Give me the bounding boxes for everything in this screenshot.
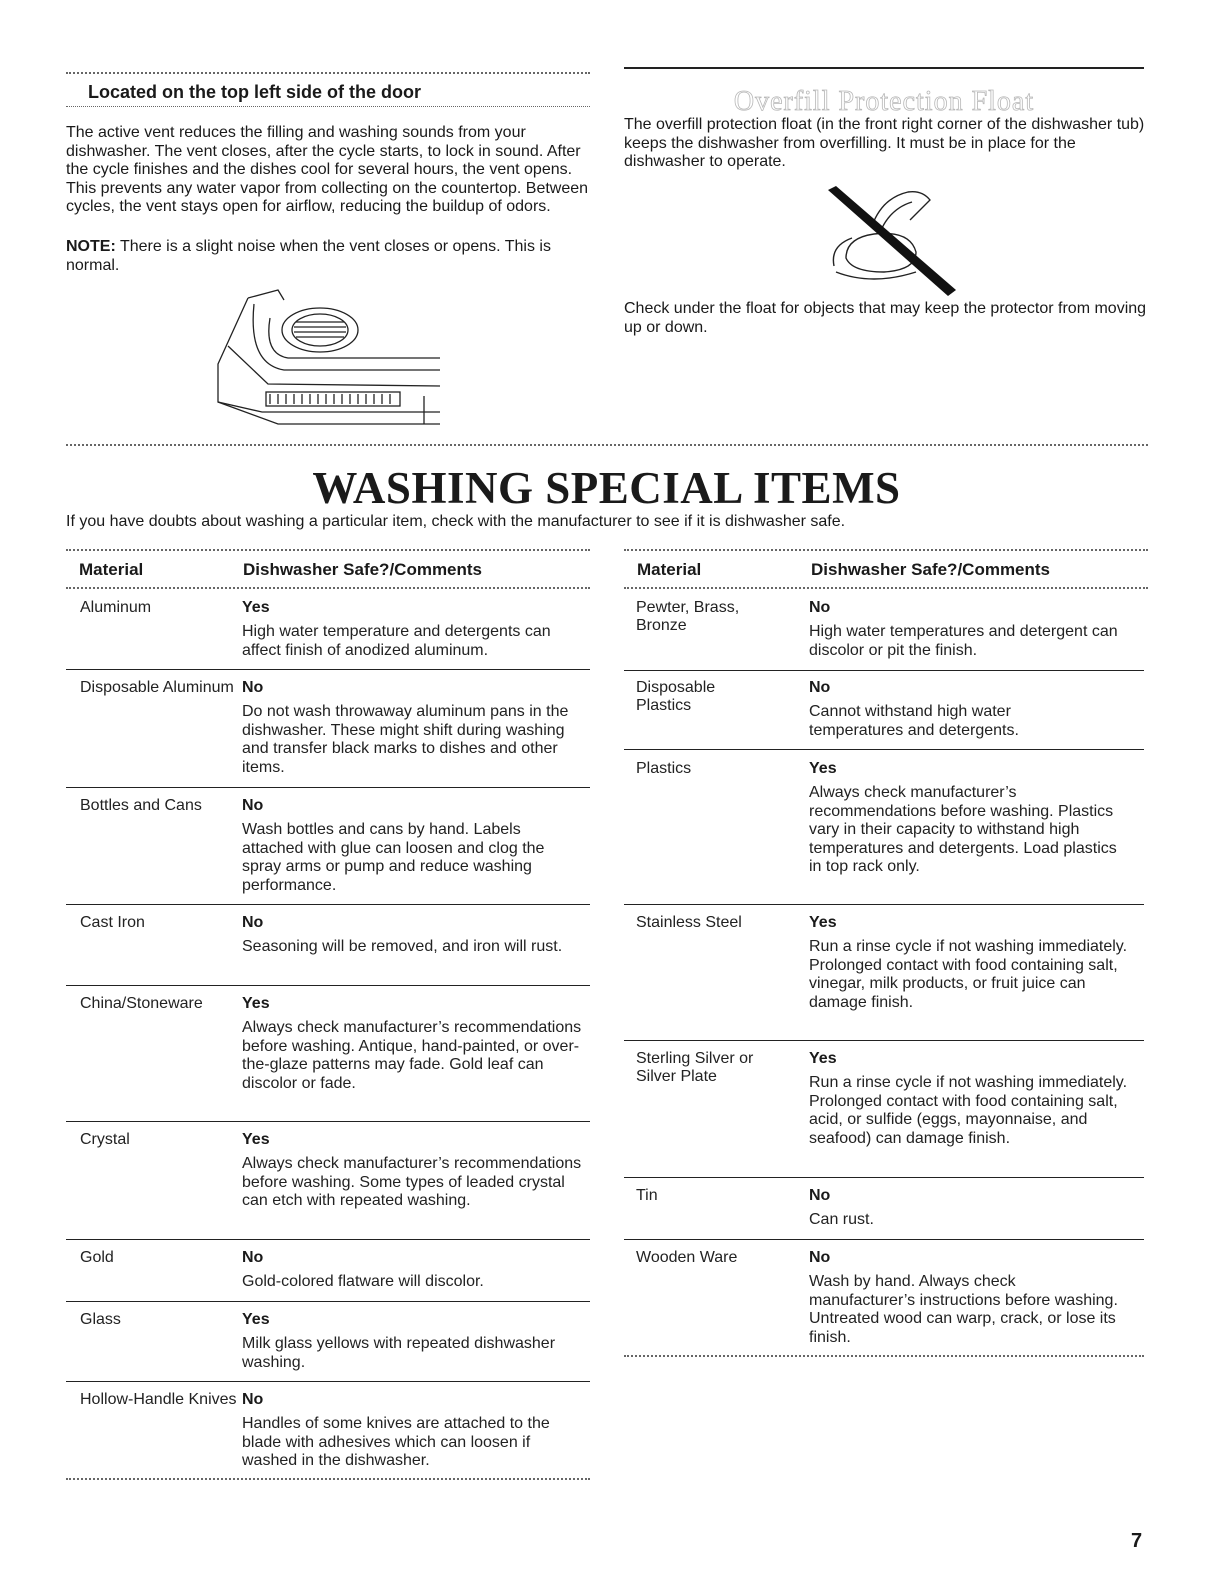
row-answer: No: [809, 679, 831, 696]
row-comment: Do not wash throwaway aluminum pans in the dishwasher. These might shift during washing and transfer black marks to dishes and other items.: [242, 703, 569, 776]
section-title: WASHING SPECIAL ITEMS: [312, 463, 901, 513]
row-material: Wooden Ware: [636, 1249, 738, 1266]
vent-heading: Located on the top left side of the door: [88, 82, 421, 102]
row-answer: No: [242, 797, 264, 814]
row-answer: No: [242, 914, 264, 931]
row-comment: Always check manufacturer’s recommendations before washing. Antique, hand-painted, or over-the-glaze patterns may fade. Gold leaf can discolor or fade.: [242, 1019, 582, 1092]
row-answer: Yes: [242, 995, 270, 1012]
right-row-divider: [624, 1177, 1144, 1178]
left-row-divider: [66, 1301, 590, 1302]
row-answer: No: [242, 679, 264, 696]
row-material: China/Stoneware: [80, 995, 203, 1012]
row-material: Disposable Aluminum: [80, 679, 234, 696]
top-right-rule: [624, 67, 1144, 69]
section-intro: If you have doubts about washing a particular item, check with the manufacturer to see if it is dishwasher safe.: [66, 513, 846, 530]
right-material-header: Material: [637, 560, 702, 579]
row-material: Plastics: [636, 760, 692, 777]
float-title: Overfill Protection Float: [733, 86, 1035, 117]
top-left-rule: [66, 72, 590, 74]
right-table-top-rule: [624, 549, 1148, 551]
row-comment: Wash bottles and cans by hand. Labels attached with glue can loosen and clog the spray arms or pump and reduce washing performance.: [242, 821, 545, 894]
left-table-top-rule: [66, 549, 590, 551]
row-answer: No: [242, 1391, 264, 1408]
row-answer: No: [242, 1249, 264, 1266]
row-answer: No: [809, 1187, 831, 1204]
row-answer: Yes: [242, 1311, 270, 1328]
vent-note: [66, 238, 591, 275]
row-answer: Yes: [242, 599, 270, 616]
row-answer: Yes: [809, 760, 837, 777]
row-answer: Yes: [809, 1050, 837, 1067]
left-row-divider: [66, 669, 590, 670]
left-row-divider: [66, 985, 590, 986]
float-paragraph: The overfill protection float (in the front right corner of the dishwasher tub) keeps the dishwasher from overfilling. It must be in place for the dishwasher to operate.: [624, 116, 1145, 170]
row-comment: Handles of some knives are attached to the blade with adhesives which can loosen if washed in the dishwasher.: [242, 1415, 550, 1469]
right-row-divider: [624, 1239, 1144, 1240]
row-answer: Yes: [242, 1131, 270, 1148]
left-row-divider: [66, 1121, 590, 1122]
row-comment: Cannot withstand high water temperatures and detergents.: [809, 703, 1019, 739]
row-material: Bottles and Cans: [80, 797, 202, 814]
right-row-divider: [624, 749, 1144, 750]
section-top-rule: [66, 444, 1148, 446]
row-comment: Seasoning will be removed, and iron will rust.: [242, 938, 563, 955]
row-comment: Can rust.: [809, 1211, 874, 1228]
row-comment: Milk glass yellows with repeated dishwasher washing.: [242, 1335, 556, 1371]
note-label: NOTE:: [66, 238, 116, 255]
left-comments-header: Dishwasher Safe?/Comments: [243, 560, 483, 579]
row-comment: High water temperatures and detergent can discolor or pit the finish.: [809, 623, 1118, 659]
row-comment: Run a rinse cycle if not washing immediately. Prolonged contact with food containing salt, acid, or sulfide (eggs, mayonnaise, and seafood) can damage finish.: [809, 1074, 1128, 1147]
right-row-divider: [624, 1040, 1144, 1041]
row-answer: No: [809, 599, 831, 616]
right-header-rule: [624, 587, 1148, 589]
note-text: There is a slight noise when the vent closes or opens. This is normal.: [66, 238, 551, 274]
vent-paragraph: The active vent reduces the filling and washing sounds from your dishwasher. The vent closes, after the cycle starts, to lock in sound. After the cycle finishes and the dishes cool for several hours, the vent opens. This prevents any water vapor from collecting on the countertop. Between cycles, the vent stays open for airflow, reducing the buildup of odors.: [66, 124, 589, 215]
right-comments-header: Dishwasher Safe?/Comments: [811, 560, 1051, 579]
left-row-divider: [66, 787, 590, 788]
left-row-divider: [66, 1381, 590, 1382]
page-number: 7: [1131, 1530, 1143, 1552]
row-material: Gold: [80, 1249, 114, 1266]
row-answer: No: [809, 1249, 831, 1266]
right-row-divider: [624, 904, 1144, 905]
left-header-rule: [66, 587, 590, 589]
row-comment: Gold-colored flatware will discolor.: [242, 1273, 484, 1290]
row-comment: Run a rinse cycle if not washing immediately. Prolonged contact with food containing salt, vinegar, milk products, or fruit juice can damage finish.: [809, 938, 1128, 1011]
float-illustration: [812, 186, 960, 298]
row-material: Tin: [636, 1187, 658, 1204]
vent-heading-underline: [66, 106, 590, 107]
row-comment: Always check manufacturer’s recommendations before washing. Some types of leaded crystal can etch with repeated washing.: [242, 1155, 582, 1209]
row-comment: Always check manufacturer’s recommendations before washing. Plastics vary in their capacity to withstand high temperatures and detergents. Load plastics in top rack only.: [809, 784, 1117, 875]
row-material: Cast Iron: [80, 914, 145, 931]
vent-illustration: [208, 284, 444, 432]
right-row-divider: [624, 670, 1144, 671]
row-material: Aluminum: [80, 599, 152, 616]
row-material: Hollow-Handle Knives: [80, 1391, 237, 1408]
row-comment: Wash by hand. Always check manufacturer’s instructions before washing. Untreated wood can warp, crack, or lose its finish.: [809, 1273, 1118, 1346]
left-row-divider: [66, 1239, 590, 1240]
row-material: Stainless Steel: [636, 914, 742, 931]
row-material: Pewter, Brass, Bronze: [636, 599, 740, 634]
float-check-paragraph: Check under the float for objects that may keep the protector from moving up or down.: [624, 300, 1147, 336]
left-row-divider: [66, 904, 590, 905]
row-answer: Yes: [809, 914, 837, 931]
row-comment: High water temperature and detergents can affect finish of anodized aluminum.: [242, 623, 551, 659]
left-table-bottom-rule: [66, 1478, 590, 1480]
row-material: Disposable Plastics: [636, 679, 716, 714]
left-material-header: Material: [79, 560, 144, 579]
row-material: Crystal: [80, 1131, 130, 1148]
row-material: Sterling Silver or Silver Plate: [636, 1050, 754, 1085]
right-table-bottom-rule: [624, 1355, 1144, 1357]
row-material: Glass: [80, 1311, 121, 1328]
